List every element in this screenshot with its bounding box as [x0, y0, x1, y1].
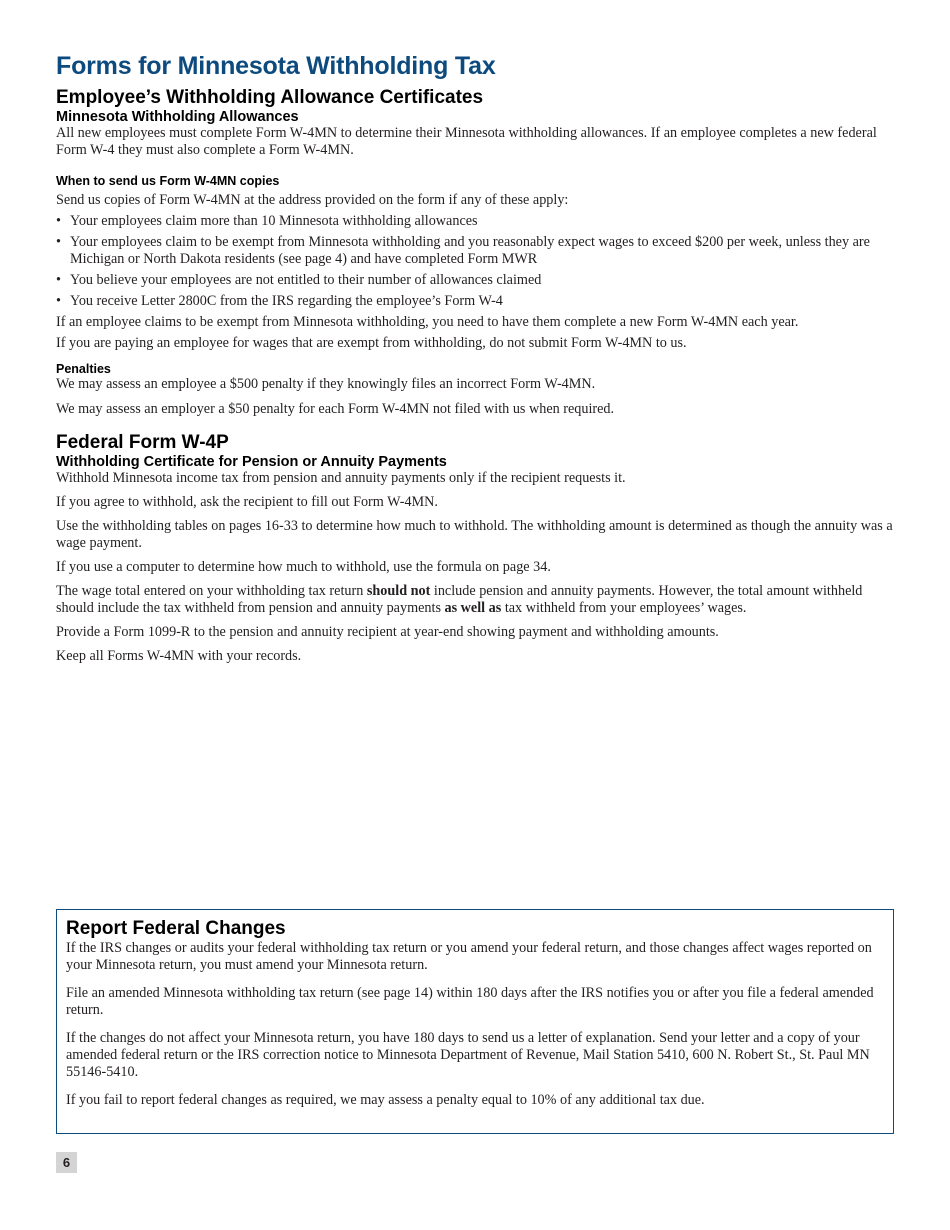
section-heading-w4mn: Employee’s Withholding Allowance Certificates: [56, 87, 484, 108]
list-item: • Your employees claim more than 10 Minnesota withholding allowances: [56, 213, 894, 230]
page-title: Forms for Minnesota Withholding Tax: [56, 52, 496, 80]
pension-p1: Withhold Minnesota income tax from pension and annuity payments only if the recipient requests it.: [56, 470, 626, 486]
subheading-pension: Withholding Certificate for Pension or Annuity Payments: [56, 454, 447, 470]
exempt-wages-note: If you are paying an employee for wages that are exempt from withholding, do not submit Form W-4MN to us.: [56, 335, 687, 351]
pension-p4: If you use a computer to determine how much to withhold, use the formula on page 34.: [56, 559, 551, 575]
box-p3: If the changes do not affect your Minnesota return, you have 180 days to send us a letter of explanation. Send your letter and a copy of your amended federal return or the IRS correction notice to Minnesota Department of Revenue, Mail Station 5410, 600 N. Robert St., St. Paul MN 55146-5410.: [66, 1030, 870, 1080]
pension-p5: The wage total entered on your withholding tax return should not include pension and annuity payments. However, the total amount withheld should include the tax withheld from pension and annuity payments as well as tax withheld from your employees’ wages.: [56, 583, 863, 616]
penalties-heading: Penalties: [56, 362, 111, 376]
pension-p3: Use the withholding tables on pages 16-33 to determine how much to withhold. The withholding amount is determined as though the annuity was a wage payment.: [56, 518, 893, 551]
pension-p2: If you agree to withhold, ask the recipient to fill out Form W-4MN.: [56, 494, 438, 510]
list-item: • Your employees claim to be exempt from Minnesota withholding and you reasonably expect wages to exceed $200 per week, unless they are Michigan or North Dakota residents (see page 4) and have completed Form MWR: [56, 234, 894, 268]
box-p2: File an amended Minnesota withholding tax return (see page 14) within 180 days after the IRS notifies you or after you file a federal amended return.: [66, 985, 874, 1018]
penalty-employer: We may assess an employer a $50 penalty for each Form W-4MN not filed with us when required.: [56, 401, 615, 417]
box-p1: If the IRS changes or audits your federal withholding tax return or you amend your federal return, and those changes affect wages reported on your Minnesota return, you must amend your Minnesota return.: [66, 940, 872, 973]
when-to-send-list: [56, 213, 894, 310]
when-to-send-intro: Send us copies of Form W-4MN at the address provided on the form if any of these apply:: [56, 192, 569, 208]
list-item: • You receive Letter 2800C from the IRS regarding the employee’s Form W-4: [56, 293, 894, 310]
list-item: • You believe your employees are not entitled to their number of allowances claimed: [56, 272, 894, 289]
report-federal-changes-box: [56, 909, 894, 1134]
page-content: [56, 52, 894, 665]
section-heading-w4p: Federal Form W-4P: [56, 432, 229, 453]
box-p4: If you fail to report federal changes as required, we may assess a penalty equal to 10% of any additional tax due.: [66, 1092, 705, 1108]
exempt-note: If an employee claims to be exempt from Minnesota withholding, you need to have them complete a new Form W-4MN each year.: [56, 314, 799, 330]
pension-p6: Provide a Form 1099-R to the pension and annuity recipient at year-end showing payment and withholding amounts.: [56, 624, 719, 640]
box-heading: Report Federal Changes: [66, 918, 286, 939]
subheading-mn-allowances: Minnesota Withholding Allowances: [56, 109, 299, 125]
when-to-send-heading: When to send us Form W-4MN copies: [56, 174, 280, 188]
pension-p7: Keep all Forms W-4MN with your records.: [56, 648, 302, 664]
intro-paragraph: All new employees must complete Form W-4MN to determine their Minnesota withholding allowances. If an employee completes a new federal Form W-4 they must also complete a Form W-4MN.: [56, 125, 877, 158]
penalty-employee: We may assess an employee a $500 penalty if they knowingly files an incorrect Form W-4MN.: [56, 376, 596, 392]
page-number: 6: [56, 1152, 77, 1173]
